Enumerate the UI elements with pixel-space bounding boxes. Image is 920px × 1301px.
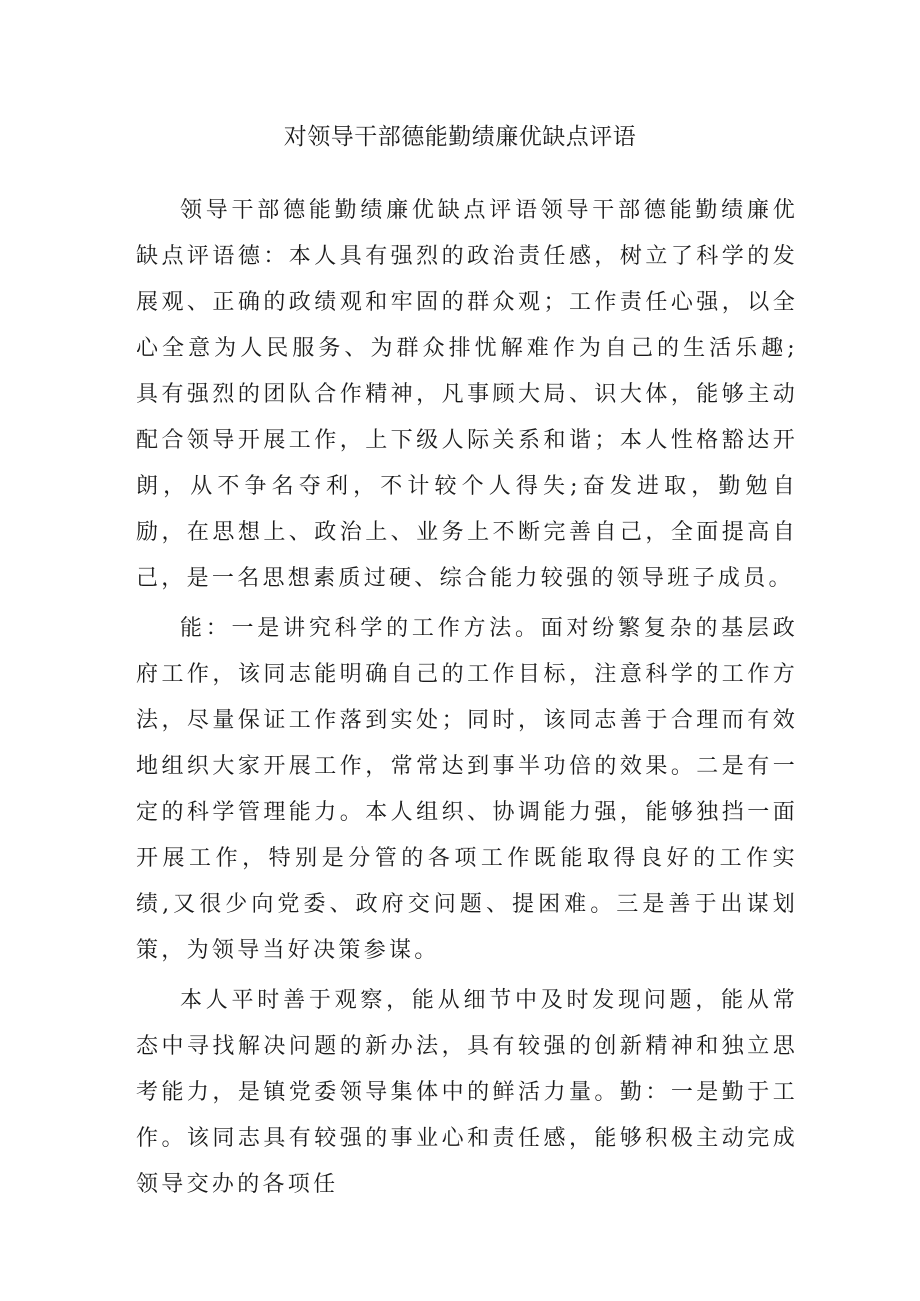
paragraph-3: 本人平时善于观察，能从细节中及时发现问题，能从常态中寻找解决问题的新办法，具有较强的创新精神和独立思考能力，是镇党委领导集体中的鲜活力量。勤：一是勤于工作。该同志具有较强的事业心和责任感，能够积极主动完成领导交办的各项任 — [136, 988, 798, 1197]
document-title: 对领导干部德能勤绩廉优缺点评语 — [283, 124, 637, 150]
paragraph-2: 能：一是讲究科学的工作方法。面对纷繁复杂的基层政府工作，该同志能明确自己的工作目标，注意科学的工作方法，尽量保证工作落到实处；同时，该同志善于合理而有效地组织大家开展工作，常常达到事半功倍的效果。二是有一定的科学管理能力。本人组织、协调能力强，能够独挡一面开展工作，特别是分管的各项工作既能取得良好的工作实绩,又很少向党委、政府交问题、提困难。三是善于出谋划策，为领导当好决策参谋。 — [136, 616, 798, 963]
document-body — [136, 188, 798, 1208]
paragraph-1: 领导干部德能勤绩廉优缺点评语领导干部德能勤绩廉优缺点评语德：本人具有强烈的政治责任感，树立了科学的发展观、正确的政绩观和牢固的群众观；工作责任心强，以全心全意为人民服务、为群众排忧解难作为自己的生活乐趣;具有强烈的团队合作精神，凡事顾大局、识大体，能够主动配合领导开展工作，上下级人际关系和谐；本人性格豁达开朗，从不争名夺利，不计较个人得失;奋发进取，勤勉自励，在思想上、政治上、业务上不断完善自己，全面提高自己，是一名思想素质过硬、综合能力较强的领导班子成员。 — [136, 198, 798, 591]
